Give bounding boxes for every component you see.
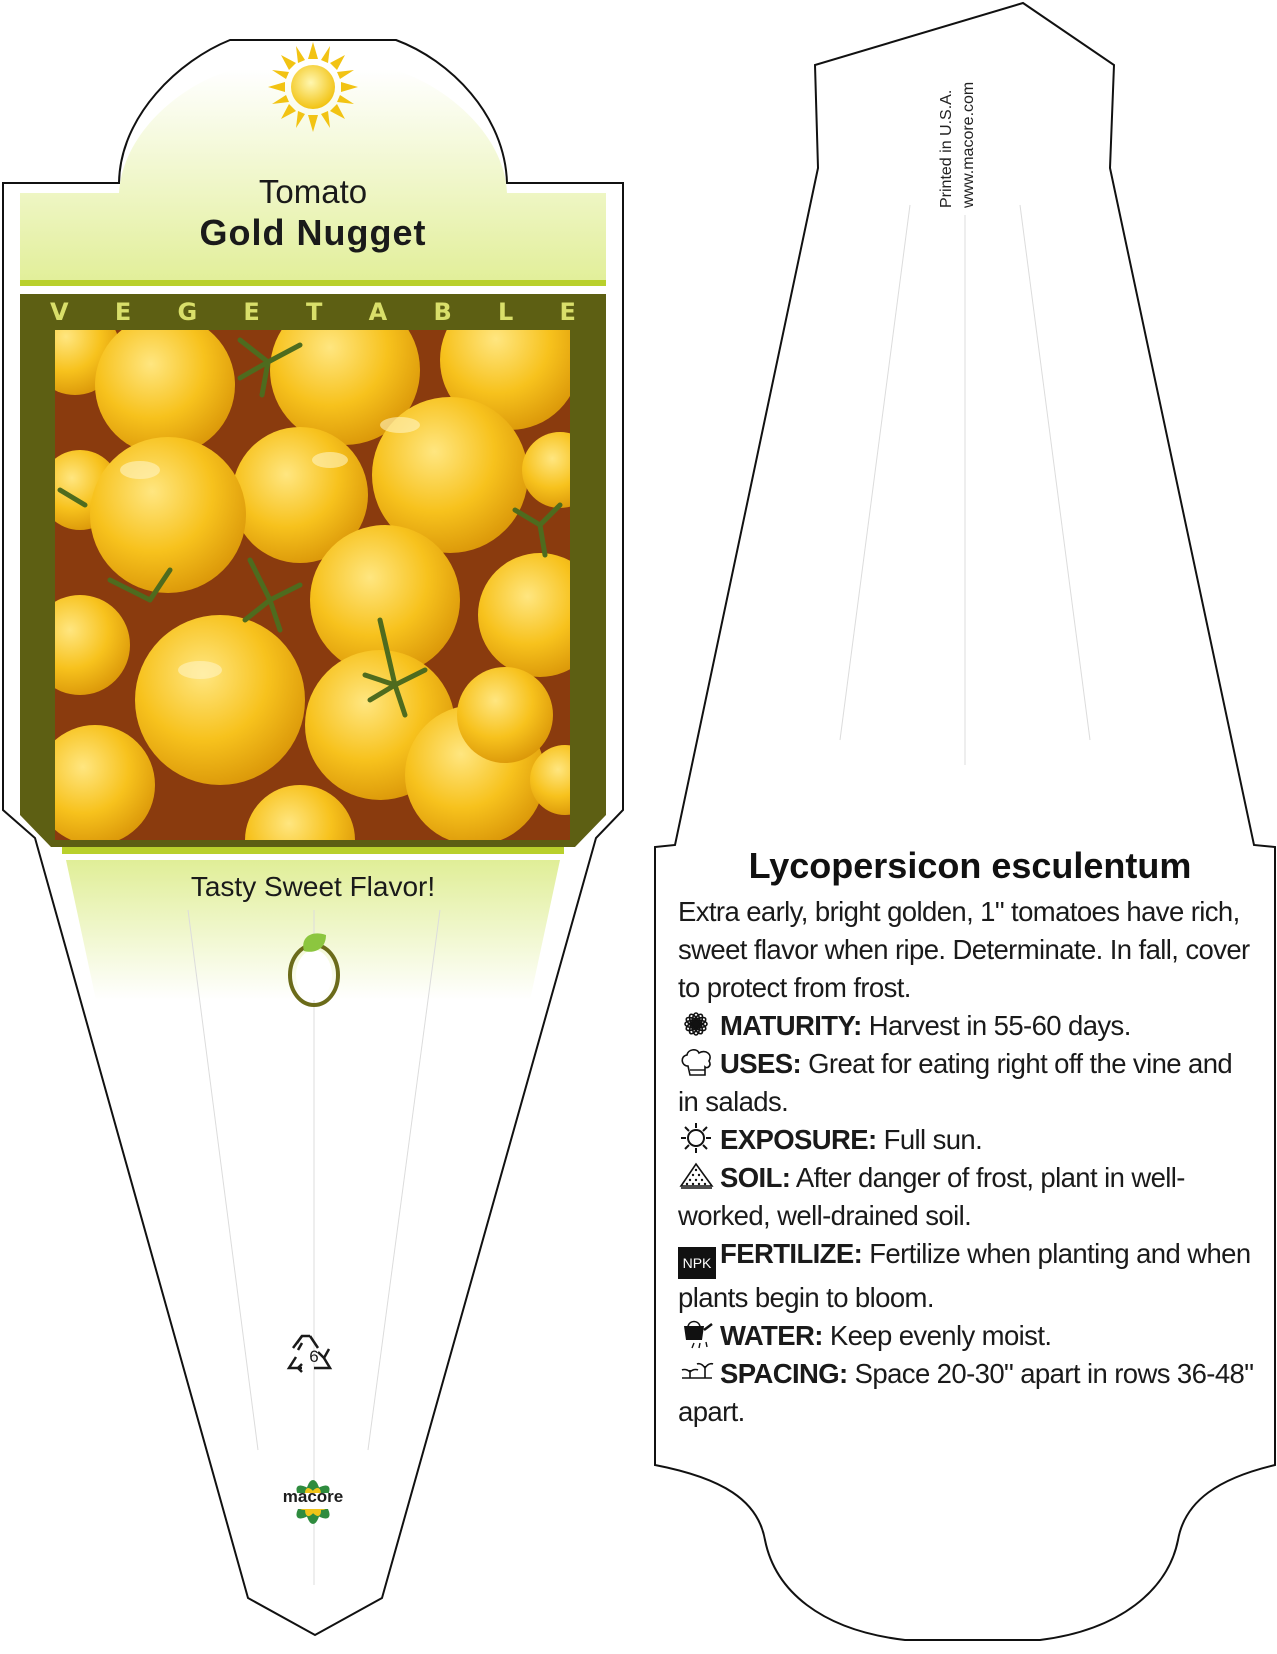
info-label: MATURITY: [720,1010,862,1041]
chef-hat-icon [678,1046,716,1078]
description: Extra early, bright golden, 1" tomatoes have rich, sweet flavor when ripe. Determinate. In fall, cover to protect from frost. [678,896,1250,1003]
info-uses [678,1045,1258,1121]
npk-icon: NPK [678,1247,716,1279]
category-letter: L [497,298,514,326]
category-banner [20,298,606,330]
info-exposure [678,1121,1258,1159]
sun-icon [268,42,358,132]
flower-icon [678,1008,716,1040]
recycle-number: 6 [309,1347,319,1366]
info-text: Keep evenly moist. [829,1320,1052,1351]
info-label: SPACING: [720,1358,848,1389]
info-label: SOIL: [720,1162,791,1193]
tagline: Tasty Sweet Flavor! [190,871,436,902]
category-letter: G [177,298,198,326]
front-tag [3,40,623,1635]
category-letter: T [306,298,323,326]
info-label: EXPOSURE: [720,1124,877,1155]
website: www.macore.com [960,81,977,208]
category-letter: E [559,298,576,326]
info-text: Great for eating right off the vine and in salads. [678,1048,1233,1117]
soil-pile-icon [678,1160,716,1192]
scientific-name: Lycopersicon esculentum [748,845,1192,886]
info-text: Full sun. [883,1124,983,1155]
info-fertilize [678,1235,1258,1317]
info-maturity [678,1007,1258,1045]
seedlings-icon [678,1356,716,1388]
info-text: Space 20-30" apart in rows 36-48" apart. [678,1358,1254,1427]
sun-outline-icon [678,1122,716,1154]
care-info [678,893,1258,1431]
info-spacing [678,1355,1258,1431]
info-water [678,1317,1258,1355]
category-letter: E [114,298,132,326]
variety-name: Gold Nugget [199,212,427,253]
info-label: USES: [720,1048,802,1079]
category-letter: E [243,298,260,326]
info-label: FERTILIZE: [720,1238,863,1269]
watering-can-icon [678,1318,716,1350]
category-letter: B [433,298,452,326]
info-text: Fertilize when planting and when plants begin to bloom. [678,1238,1251,1313]
info-text: Harvest in 55-60 days. [868,1010,1131,1041]
common-name: Tomato [258,173,368,210]
info-soil [678,1159,1258,1235]
tomato-photo [30,290,602,895]
category-letter: V [50,298,69,326]
printed-in: Printed in U.S.A. [938,89,955,208]
info-text: After danger of frost, plant in well-worked, well-drained soil. [678,1162,1185,1231]
info-label: WATER: [720,1320,823,1351]
category-letter: A [368,298,388,326]
brand-name: macore [282,1487,344,1506]
